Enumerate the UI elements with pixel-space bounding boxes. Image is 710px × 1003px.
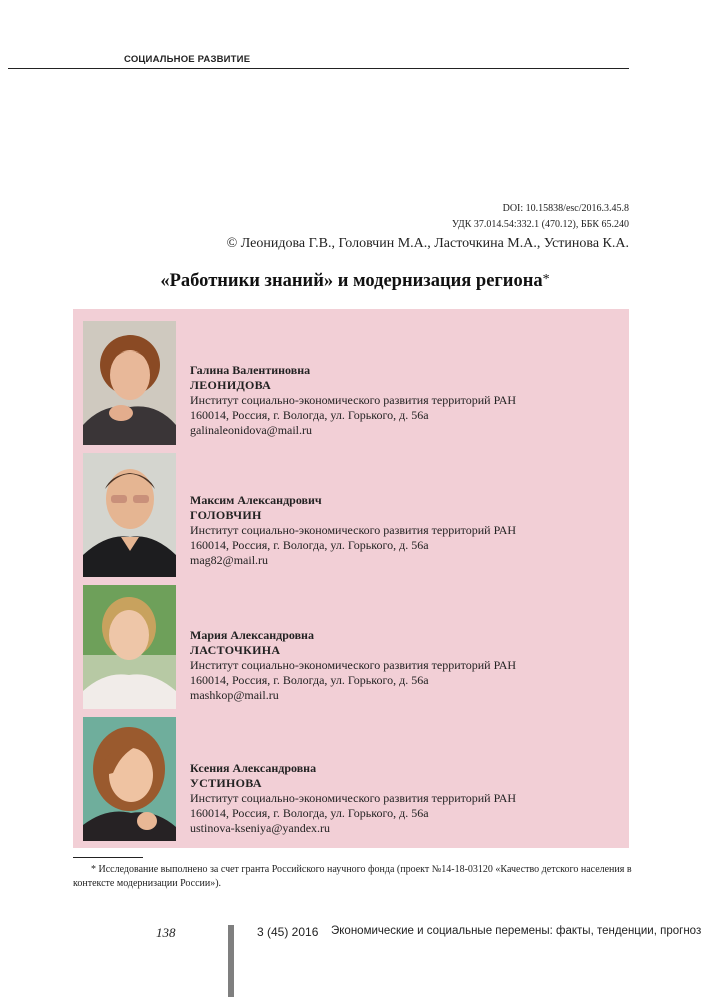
author-affiliation: Институт социально-экономического развития территорий РАН [190,523,517,537]
author-first-name: Галина Валентиновна [190,363,311,377]
author-portrait-icon [83,717,176,841]
author-last-name: ГОЛОВЧИН [190,508,262,522]
author-info [190,628,516,703]
author-affiliation: Институт социально-экономического развития территорий РАН [190,393,517,407]
author-last-name: ЛАСТОЧКИНА [190,643,281,657]
author-card [83,453,629,577]
udk-code: УДК 37.014.54:332.1 (470.12), ББК 65.240 [451,219,629,230]
author-info [190,761,516,836]
author-card [83,321,629,445]
article-title [0,271,710,292]
header-divider [8,68,629,69]
author-portrait-icon [83,321,176,445]
footer-divider-bar [228,925,234,997]
author-photo [83,321,176,445]
author-email: ustinova-kseniya@yandex.ru [190,821,331,835]
author-first-name: Ксения Александровна [190,761,317,775]
author-portrait-icon [83,585,176,709]
section-label: СОЦИАЛЬНОЕ РАЗВИТИЕ [124,54,251,65]
footnote-marker: * [542,272,550,287]
author-first-name: Мария Александровна [190,628,314,642]
author-address: 160014, Россия, г. Вологда, ул. Горького, д. 56а [190,673,429,687]
journal-name: Экономические и социальные перемены: факты, тенденции, прогноз [331,925,702,937]
author-card [83,717,629,841]
author-email: mashkop@mail.ru [190,688,279,702]
page-number: 138 [156,925,176,940]
author-photo [83,585,176,709]
author-last-name: УСТИНОВА [190,776,262,790]
copyright-authors: © Леонидова Г.В., Головчин М.А., Ласточкина М.А., Устинова К.А. [226,236,629,251]
author-photo [83,453,176,577]
author-panel [73,309,629,848]
author-first-name: Максим Александрович [190,493,322,507]
author-address: 160014, Россия, г. Вологда, ул. Горького, д. 56а [190,538,429,552]
issue-number: 3 (45) 2016 [257,925,319,939]
author-photo [83,717,176,841]
author-portrait-icon [83,453,176,577]
author-affiliation: Институт социально-экономического развития территорий РАН [190,658,517,672]
article-title-text: «Работники знаний» и модернизация региона [160,271,543,291]
author-affiliation: Институт социально-экономического развития территорий РАН [190,791,517,805]
author-address: 160014, Россия, г. Вологда, ул. Горького, д. 56а [190,408,429,422]
author-info [190,363,516,438]
author-email: mag82@mail.ru [190,553,269,567]
footnote: * Исследование выполнено за счет гранта Российского научного фонда (проект №14-18-03120 «Качество детского населения в контексте модернизации России»). [73,864,632,889]
author-last-name: ЛЕОНИДОВА [190,378,272,392]
doi: DOI: 10.15838/esc/2016.3.45.8 [502,203,629,214]
author-info [190,493,516,568]
footnote-divider [73,857,143,858]
author-card [83,585,629,709]
author-email: galinaleonidova@mail.ru [190,423,313,437]
author-address: 160014, Россия, г. Вологда, ул. Горького, д. 56а [190,806,429,820]
